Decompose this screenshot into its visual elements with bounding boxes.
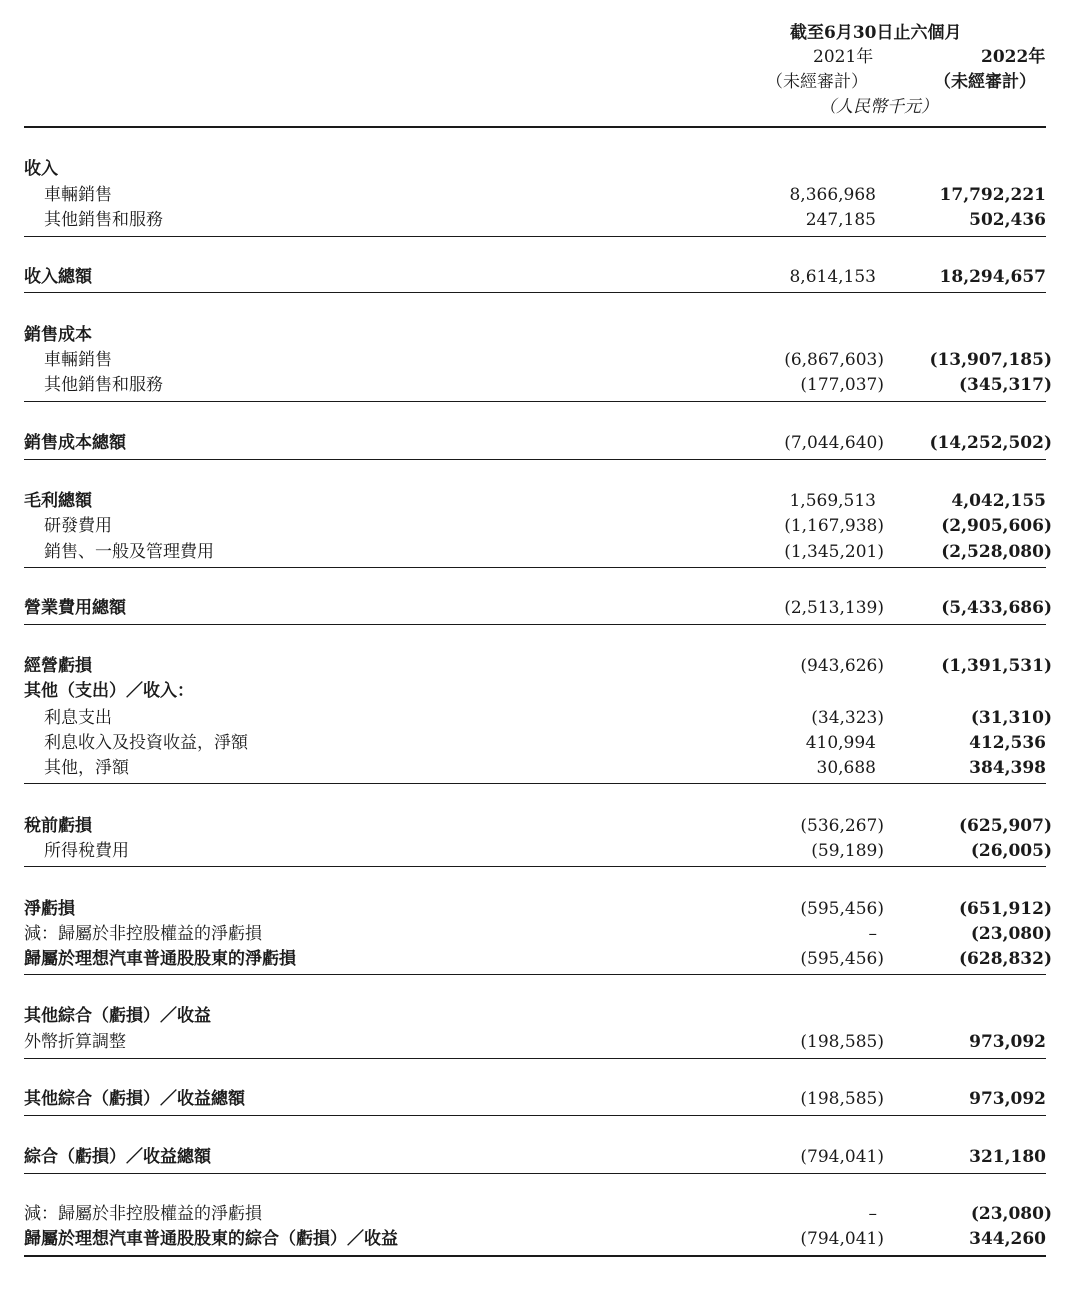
row-label: 毛利總額 (24, 491, 92, 511)
year-2021-header: 2021年 (813, 47, 874, 67)
value-2022: (345,317) (959, 375, 1052, 395)
row-revenue-vehicle (0, 183, 1080, 207)
row-label: 利息支出 (44, 708, 112, 728)
row-label: 收入 (24, 159, 58, 179)
row-label: 其他綜合（虧損）／收益總額 (24, 1089, 245, 1109)
row-label: 稅前虧損 (24, 816, 92, 836)
value-2022: 18,294,657 (939, 267, 1046, 287)
value-2022: 973,092 (969, 1089, 1046, 1109)
value-2022: (625,907) (959, 816, 1052, 836)
divider (24, 783, 1046, 784)
value-2022: (5,433,686) (941, 598, 1052, 618)
row-interest-expense (0, 706, 1080, 730)
row-sga (0, 540, 1080, 564)
row-label: 收入總額 (24, 267, 92, 287)
row-total-oci (0, 1087, 1080, 1111)
value-2021: 247,185 (805, 210, 876, 230)
value-2022: (23,080) (970, 924, 1052, 944)
row-label: 銷售、一般及管理費用 (44, 542, 214, 562)
row-nci-comprehensive (0, 1202, 1080, 1226)
value-2022: (23,080) (970, 1204, 1052, 1224)
value-2022: (2,905,606) (941, 516, 1052, 536)
value-2021: (794,041) (800, 1229, 884, 1249)
row-label: 其他綜合（虧損）／收益 (24, 1006, 211, 1026)
row-operating-loss (0, 654, 1080, 678)
row-oci-heading (0, 1004, 1080, 1028)
divider (24, 567, 1046, 568)
row-label: 銷售成本 (24, 325, 92, 345)
value-2022: 384,398 (969, 758, 1046, 778)
value-2022: 17,792,221 (939, 185, 1046, 205)
row-gross-profit (0, 489, 1080, 513)
row-total-cost (0, 431, 1080, 455)
value-2021: (595,456) (800, 899, 884, 919)
value-2022: 412,536 (969, 733, 1046, 753)
value-2021: (7,044,640) (784, 433, 884, 453)
value-2022: (651,912) (959, 899, 1052, 919)
value-2021: (943,626) (800, 656, 884, 676)
row-attributable-comprehensive (0, 1227, 1080, 1251)
divider (24, 401, 1046, 402)
value-2021: 1,569,513 (789, 491, 876, 511)
row-nci-net-loss (0, 922, 1080, 946)
row-loss-before-tax (0, 814, 1080, 838)
row-cost-heading (0, 323, 1080, 347)
row-income-tax (0, 839, 1080, 863)
row-total-opex (0, 596, 1080, 620)
value-2022: (31,310) (970, 708, 1052, 728)
row-label: 利息收入及投資收益，淨額 (44, 733, 248, 753)
row-net-loss (0, 897, 1080, 921)
value-2021: (1,167,938) (784, 516, 884, 536)
row-cost-other (0, 373, 1080, 397)
divider (24, 866, 1046, 867)
row-label: 其他銷售和服務 (44, 375, 163, 395)
unaudited-2021-label: （未經審計） (766, 72, 868, 92)
value-2022: (26,005) (970, 841, 1052, 861)
row-label: 研發費用 (44, 516, 112, 536)
header-rule (24, 126, 1046, 128)
value-2022: (13,907,185) (929, 350, 1052, 370)
divider (24, 459, 1046, 460)
row-other-heading (0, 679, 1080, 703)
row-label: 其他，淨額 (44, 758, 129, 778)
row-attributable-net-loss (0, 947, 1080, 971)
value-2021: 410,994 (805, 733, 876, 753)
value-2021: (2,513,139) (784, 598, 884, 618)
row-fx-adjustment (0, 1030, 1080, 1054)
value-2022: 321,180 (969, 1147, 1046, 1167)
value-2021: (1,345,201) (784, 542, 884, 562)
value-2021: – (868, 924, 877, 944)
value-2021: (59,189) (811, 841, 884, 861)
divider (24, 236, 1046, 237)
row-label: 減：歸屬於非控股權益的淨虧損 (24, 1204, 262, 1224)
value-2022: 4,042,155 (951, 491, 1046, 511)
row-label: 其他（支出）／收入： (24, 681, 194, 701)
row-label: 外幣折算調整 (24, 1032, 126, 1052)
value-2022: (628,832) (959, 949, 1052, 969)
value-2021: – (868, 1204, 877, 1224)
value-2021: 8,366,968 (789, 185, 876, 205)
row-label: 減：歸屬於非控股權益的淨虧損 (24, 924, 262, 944)
year-2022-header: 2022年 (981, 47, 1046, 67)
divider (24, 624, 1046, 625)
value-2022: 973,092 (969, 1032, 1046, 1052)
value-2021: (595,456) (800, 949, 884, 969)
row-label: 經營虧損 (24, 656, 92, 676)
value-2021: 30,688 (816, 758, 876, 778)
divider (24, 1115, 1046, 1116)
value-2021: (536,267) (800, 816, 884, 836)
row-total-comprehensive (0, 1145, 1080, 1169)
row-interest-income (0, 731, 1080, 755)
row-label: 車輛銷售 (44, 185, 112, 205)
value-2021: (198,585) (800, 1089, 884, 1109)
row-revenue-heading (0, 157, 1080, 181)
value-2021: (6,867,603) (784, 350, 884, 370)
value-2022: (14,252,502) (929, 433, 1052, 453)
row-label: 所得稅費用 (44, 841, 129, 861)
row-label: 營業費用總額 (24, 598, 126, 618)
currency-label: （人民幣千元） (819, 97, 938, 117)
row-label: 車輛銷售 (44, 350, 112, 370)
unaudited-2022-label: （未經審計） (934, 72, 1036, 92)
row-total-revenue (0, 265, 1080, 289)
row-label: 其他銷售和服務 (44, 210, 163, 230)
value-2021: 8,614,153 (789, 267, 876, 287)
row-cost-vehicle (0, 348, 1080, 372)
divider (24, 1173, 1046, 1174)
row-label: 歸屬於理想汽車普通股股東的綜合（虧損）／收益 (24, 1229, 398, 1249)
value-2022: (1,391,531) (941, 656, 1052, 676)
row-label: 銷售成本總額 (24, 433, 126, 453)
value-2021: (198,585) (800, 1032, 884, 1052)
row-label: 綜合（虧損）／收益總額 (24, 1147, 211, 1167)
value-2021: (34,323) (811, 708, 884, 728)
row-label: 歸屬於理想汽車普通股股東的淨虧損 (24, 949, 296, 969)
value-2022: 502,436 (969, 210, 1046, 230)
value-2021: (177,037) (800, 375, 884, 395)
row-label: 淨虧損 (24, 899, 75, 919)
row-revenue-other (0, 208, 1080, 232)
divider (24, 974, 1046, 975)
footer-rule (24, 1255, 1046, 1257)
row-rnd (0, 514, 1080, 538)
value-2022: (2,528,080) (941, 542, 1052, 562)
divider (24, 292, 1046, 293)
divider (24, 1058, 1046, 1059)
row-other-net (0, 756, 1080, 780)
value-2022: 344,260 (969, 1229, 1046, 1249)
period-header: 截至6月30日止六個月 (790, 23, 962, 43)
value-2021: (794,041) (800, 1147, 884, 1167)
